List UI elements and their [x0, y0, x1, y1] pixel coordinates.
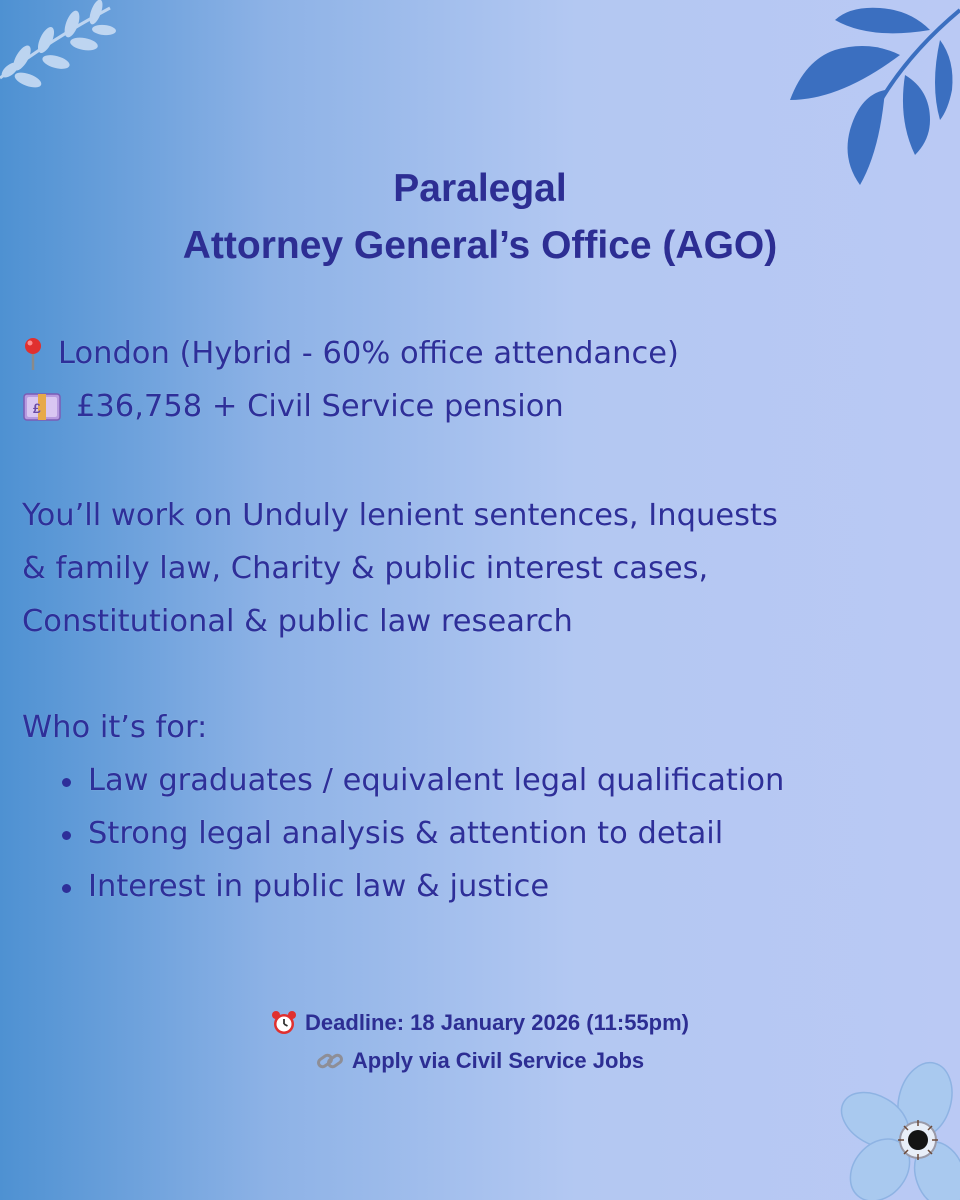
- job-meta: [22, 327, 952, 433]
- job-description: [22, 489, 952, 648]
- job-title: [0, 160, 960, 274]
- alarm-clock-icon: [271, 1010, 297, 1036]
- description-line-2: & family law, Charity & public interest cases,: [22, 551, 709, 586]
- description-line-1: You’ll work on Unduly lenient sentences, Inquests: [22, 498, 778, 533]
- pound-banknote-icon: [22, 391, 62, 423]
- list-item: Strong legal analysis & attention to detail: [62, 807, 952, 860]
- who-section: [22, 701, 952, 913]
- location-text: London (Hybrid - 60% office attendance): [58, 336, 679, 371]
- salary-text: £36,758 + Civil Service pension: [76, 389, 564, 424]
- svg-text:£: £: [33, 399, 41, 416]
- title-line-2: Attorney General’s Office (AGO): [182, 224, 778, 267]
- list-item: Law graduates / equivalent legal qualification: [62, 754, 952, 807]
- title-line-1: Paralegal: [393, 167, 567, 210]
- who-list: [22, 754, 952, 913]
- location-row: [22, 327, 952, 380]
- list-item: Interest in public law & justice: [62, 860, 952, 913]
- salary-row: [22, 380, 952, 433]
- flower-icon: [830, 1060, 960, 1200]
- who-heading: Who it’s for:: [22, 710, 208, 745]
- deadline-row: [0, 1004, 960, 1042]
- apply-row: [0, 1042, 960, 1080]
- apply-text[interactable]: Apply via Civil Service Jobs: [351, 1048, 645, 1073]
- description-line-3: Constitutional & public law research: [22, 604, 573, 639]
- round-pushpin-icon: [22, 337, 44, 371]
- link-icon: [316, 1049, 344, 1073]
- leaf-branch-icon: [0, 0, 120, 100]
- deadline-text: Deadline: 18 January 2026 (11:55pm): [305, 1010, 689, 1035]
- footer: [0, 1004, 960, 1080]
